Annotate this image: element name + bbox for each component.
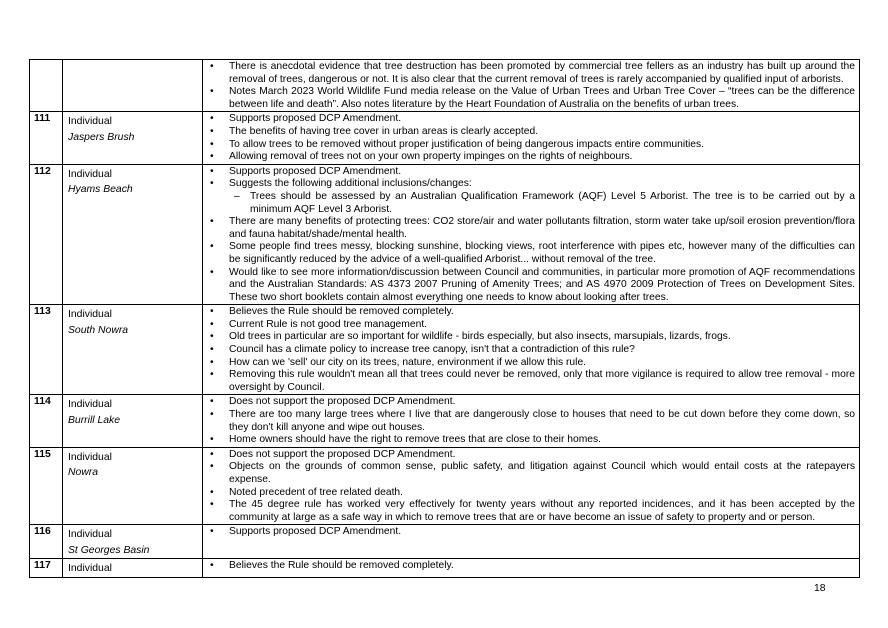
comment-point: • Supports proposed DCP Amendment. (203, 526, 855, 539)
table-row (30, 559, 860, 578)
comment-point: • Notes March 2023 World Wildlife Fund media release on the Value of Urban Trees and Urban Tree Cover – “trees can be the difference between life and death”. Also notes literature by the Heart Foundation of Australia on the benefits of urban trees. (203, 86, 855, 111)
submitter-type: Individual (68, 116, 112, 128)
comment-point: • Suggests the following additional inclusions/changes: (203, 178, 855, 191)
submitter-location: Hyams Beach (68, 184, 133, 196)
submissions-table-body (30, 60, 860, 578)
comment-list (203, 449, 855, 525)
comment-point: • There are too many large trees where I live that are dangerously close to houses that need to be cut down before they come down, so they don't kill anyone and wipe out houses. (203, 409, 855, 434)
comment-point: • The 45 degree rule has worked very effectively for twenty years without any reported incidences, and it has been accepted by the community at large as a safe way in which to remove trees that are or have become an issue of safety to property and or person. (203, 499, 855, 524)
comment-point: • Would like to see more information/discussion between Council and communities, in particular more promotion of AQF recommendations and the Australian Standards: AS 4373 2007 Pruning of Amenity Trees; and AS 4970 2009 Protection of Trees on Development Sites. These two short booklets contain almost everything one needs to know about looking after trees. (203, 267, 855, 305)
submitter-type: Individual (68, 309, 112, 321)
submitter-type: Individual (68, 168, 112, 180)
submission-number: 114 (30, 395, 63, 447)
comments-cell (203, 395, 860, 447)
comment-point: • There are many benefits of protecting trees: CO2 store/air and water pollutants filtration, storm water take up/soil erosion prevention/flora and fauna habitat/shade/mental health. (203, 216, 855, 241)
comment-point: • Current Rule is not good tree management. (203, 319, 855, 332)
comment-point: • Does not support the proposed DCP Amendment. (203, 396, 855, 409)
table-row (30, 447, 860, 525)
comment-list (203, 166, 855, 305)
comment-list (203, 306, 855, 394)
comment-point: • There is anecdotal evidence that tree destruction has been promoted by commercial tree fellers as an industry has built up around the removal of trees, dangerous or not. It is also clear that the current removal of trees is rarely accompanied by qualified input of arborists. (203, 61, 855, 86)
submission-number: 111 (30, 112, 63, 164)
submitter-location: Jaspers Brush (68, 131, 135, 143)
comment-point: • Believes the Rule should be removed completely. (203, 306, 855, 319)
comments-cell (203, 60, 860, 112)
submitter-cell (63, 60, 203, 112)
submitter-type: Individual (68, 399, 112, 411)
comment-point: • Believes the Rule should be removed completely. (203, 560, 855, 573)
submitter-location: South Nowra (68, 324, 129, 336)
table-row (30, 525, 860, 559)
comments-cell (203, 559, 860, 578)
comment-list (203, 560, 855, 573)
submitter-cell (63, 112, 203, 164)
comment-point: • How can we 'sell' our city on its trees, nature, environment if we allow this rule. (203, 357, 855, 370)
submission-number: 117 (30, 559, 63, 578)
submitter-type: Individual (68, 529, 112, 541)
comment-list (203, 61, 855, 111)
comments-cell (203, 305, 860, 395)
comment-point: • Some people find trees messy, blocking sunshine, blocking views, root interference with pipes etc, however many of the difficulties can be significantly reduced by the advice of a well-qualified Arborist... without removal of the tree. (203, 241, 855, 266)
submitter-type: Individual (68, 451, 112, 463)
submitter-type: Individual (68, 563, 112, 575)
table-row (30, 395, 860, 447)
comment-point: • Council has a climate policy to increase tree canopy, isn't that a contradiction of this rule? (203, 344, 855, 357)
comment-point: • The benefits of having tree cover in urban areas is clearly accepted. (203, 126, 855, 139)
comments-cell (203, 525, 860, 559)
submitter-cell (63, 559, 203, 578)
table-row (30, 164, 860, 305)
submitter-cell (63, 305, 203, 395)
comment-list (203, 113, 855, 163)
submission-number: 115 (30, 447, 63, 525)
comments-cell (203, 447, 860, 525)
comment-point: • Removing this rule wouldn't mean all that trees could never be removed, only that more vigilance is required to allow tree removal - more oversight by Council. (203, 369, 855, 394)
comments-cell (203, 112, 860, 164)
table-row (30, 305, 860, 395)
comment-point: • Does not support the proposed DCP Amendment. (203, 449, 855, 462)
table-row (30, 60, 860, 112)
comment-sub-point: – Trees should be assessed by an Australian Qualification Framework (AQF) Level 5 Arborist. The tree is to be carried out by a minimum AQF Level 3 Arborist. (203, 191, 855, 216)
comment-list (203, 526, 855, 539)
comments-cell (203, 164, 860, 305)
submitter-location: St Georges Basin (68, 544, 150, 556)
page-number: 18 (814, 583, 826, 594)
submitter-location: Nowra (68, 467, 99, 479)
comment-point: • To allow trees to be removed without proper justification of being dangerous impacts entire communities. (203, 139, 855, 152)
submission-number: 112 (30, 164, 63, 305)
submitter-cell (63, 164, 203, 305)
submitter-cell (63, 447, 203, 525)
table-row (30, 112, 860, 164)
comment-point: • Home owners should have the right to remove trees that are close to their homes. (203, 434, 855, 447)
comment-list (203, 396, 855, 446)
submission-number: 113 (30, 305, 63, 395)
submission-number (30, 60, 63, 112)
comment-point: • Supports proposed DCP Amendment. (203, 113, 855, 126)
submissions-table (29, 59, 860, 578)
comment-point: • Allowing removal of trees not on your own property impinges on the rights of neighbours. (203, 151, 855, 164)
comment-point: • Old trees in particular are so important for wildlife - birds especially, but also insects, marsupials, lizards, frogs. (203, 331, 855, 344)
comment-point: • Objects on the grounds of common sense, public safety, and litigation against Council which would entail costs at the ratepayers expense. (203, 461, 855, 486)
comment-point: • Noted precedent of tree related death. (203, 487, 855, 500)
submitter-cell (63, 525, 203, 559)
submitter-location: Burrill Lake (68, 414, 120, 426)
submitter-cell (63, 395, 203, 447)
comment-point: • Supports proposed DCP Amendment. (203, 166, 855, 179)
submission-number: 116 (30, 525, 63, 559)
